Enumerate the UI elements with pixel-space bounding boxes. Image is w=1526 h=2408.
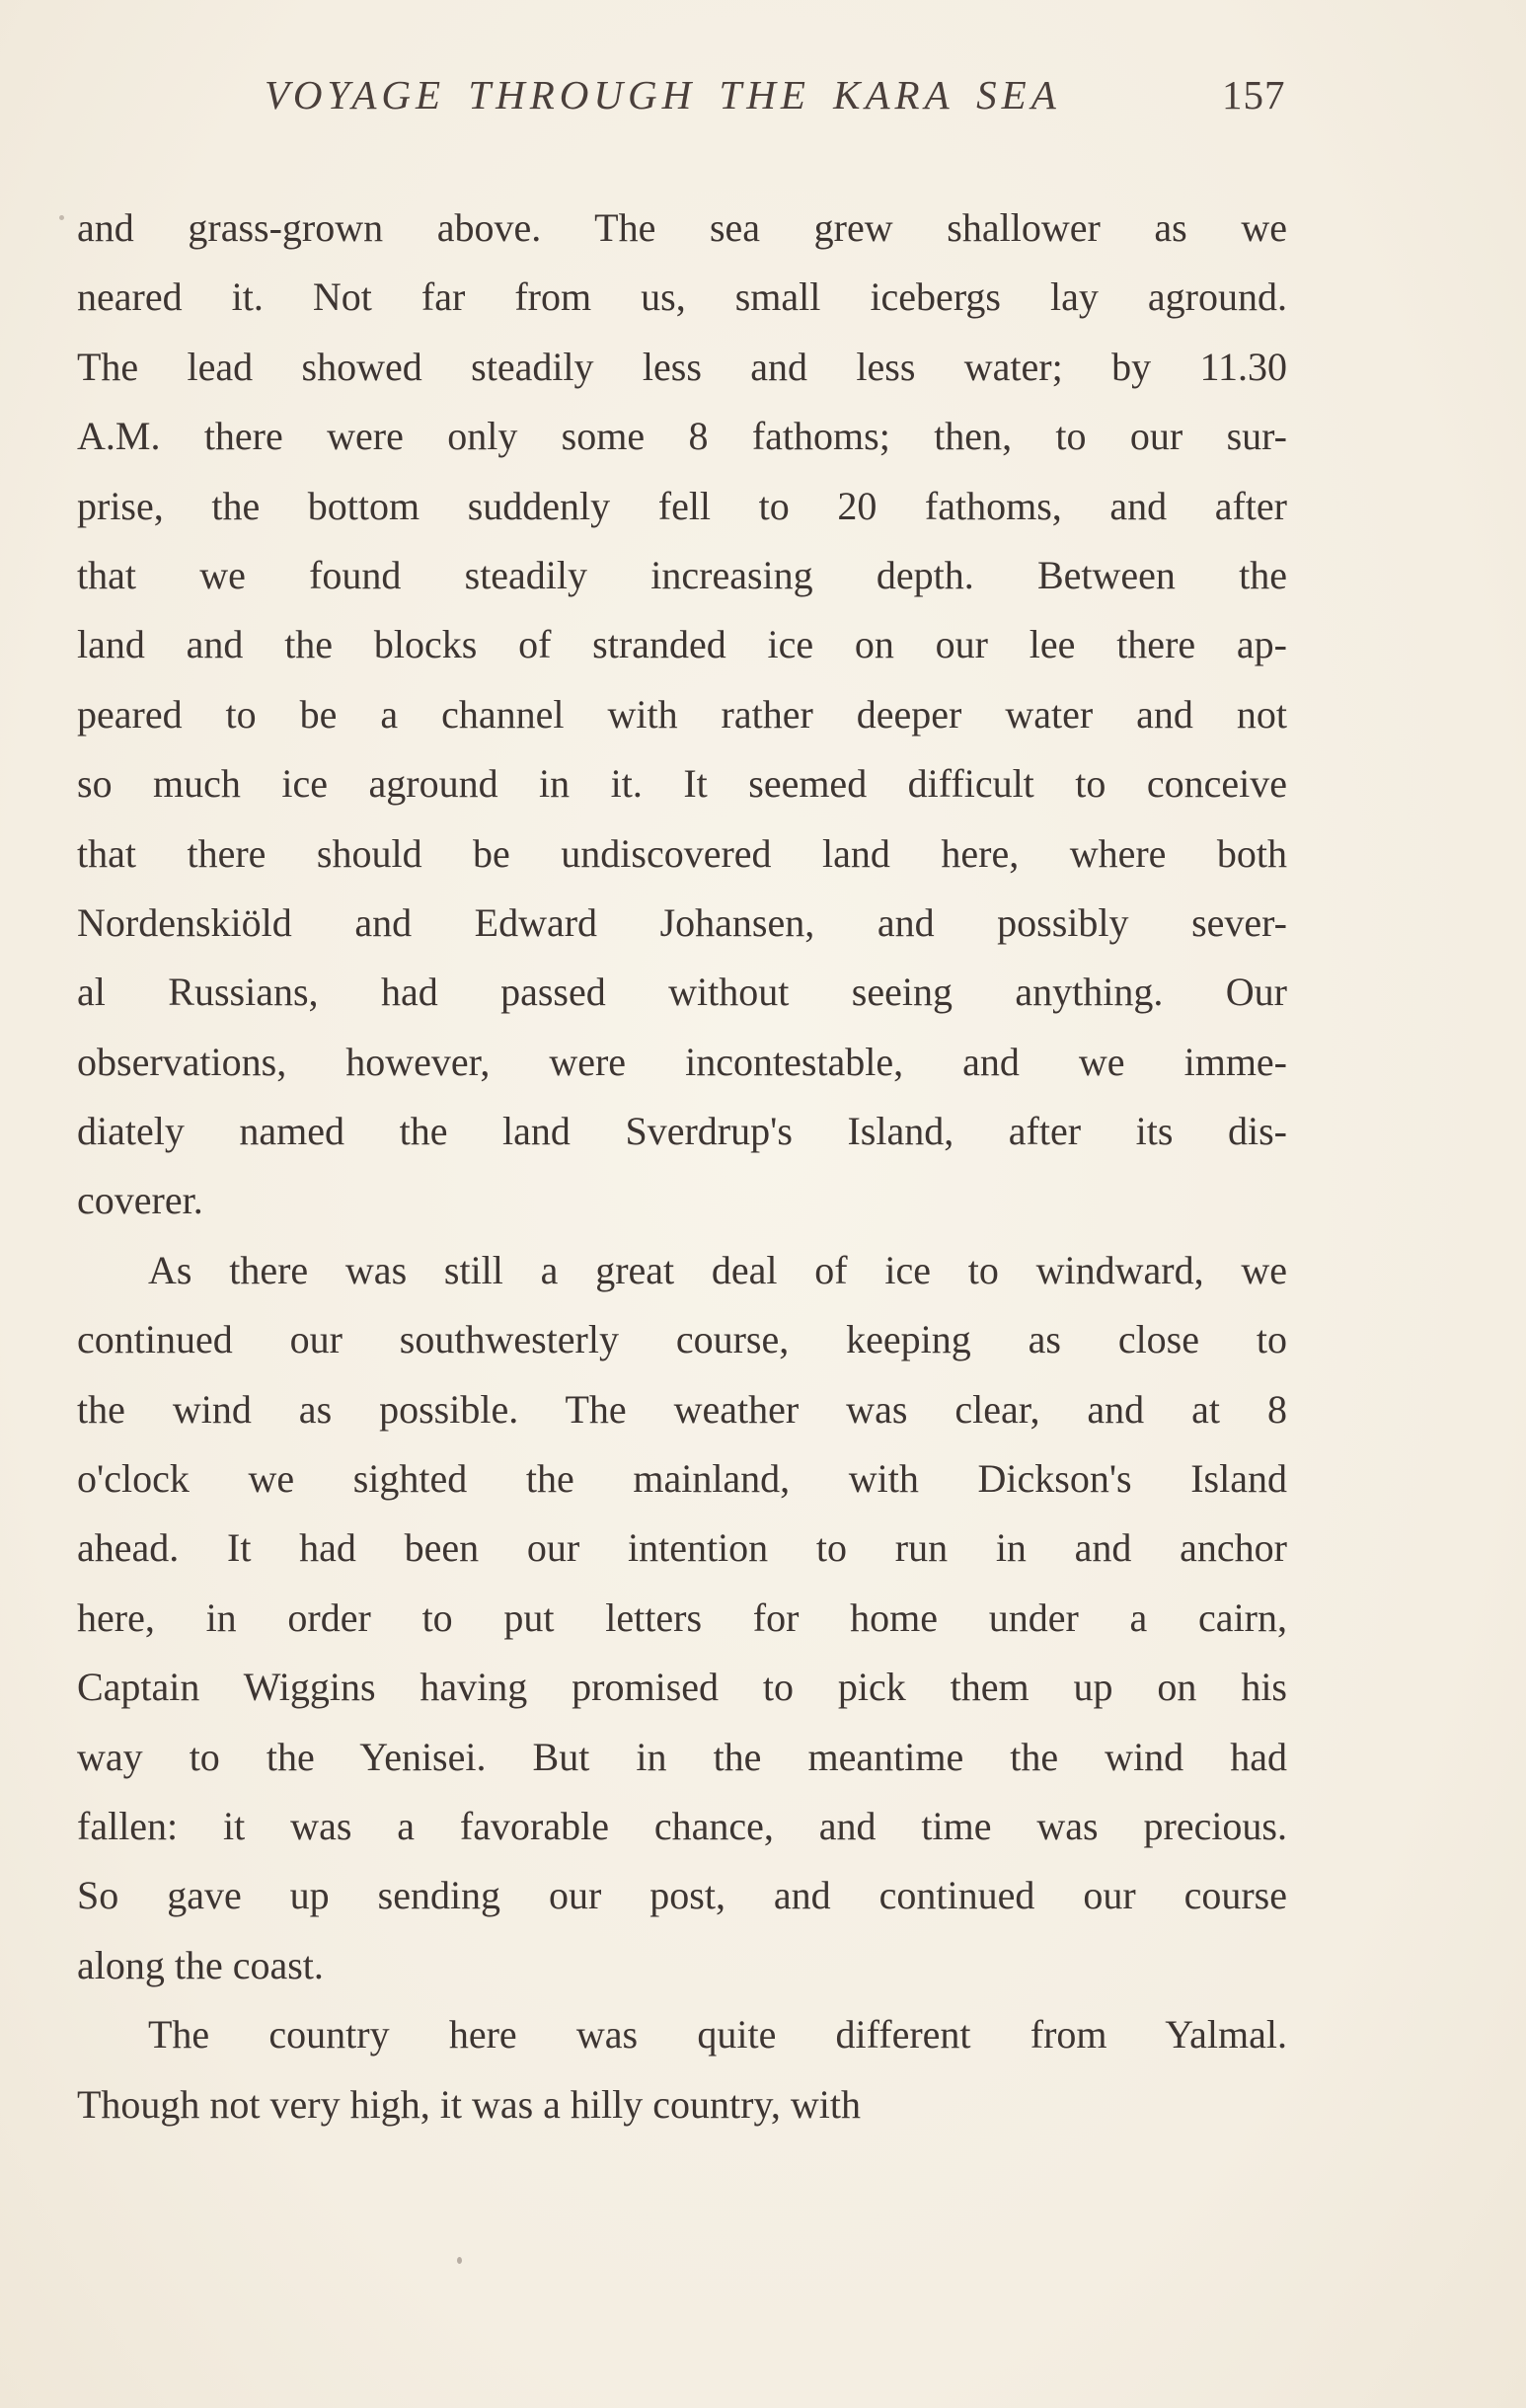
text-line: prise, the bottom suddenly fell to 20 fathoms, and after bbox=[77, 483, 1287, 528]
text-line: Nordenskiöld and Edward Johansen, and possibly sever- bbox=[77, 899, 1287, 945]
paragraph bbox=[77, 2000, 1287, 2139]
running-head bbox=[0, 71, 1526, 130]
paragraph bbox=[77, 1236, 1287, 2000]
text-line: diately named the land Sverdrup's Island, after its dis- bbox=[77, 1109, 1287, 1154]
text-line: Though not very high, it was a hilly country, with bbox=[77, 2081, 861, 2127]
text-line: ahead. It had been our intention to run in and anchor bbox=[77, 1525, 1287, 1571]
text-line: and grass-grown above. The sea grew shallower as we bbox=[77, 205, 1287, 250]
ink-speck bbox=[457, 2257, 462, 2264]
text-line: o'clock we sighted the mainland, with Dickson's Island bbox=[77, 1456, 1287, 1502]
text-line: neared it. Not far from us, small icebergs lay aground. bbox=[77, 274, 1287, 320]
text-line: coverer. bbox=[77, 1178, 203, 1223]
text-line: way to the Yenisei. But in the meantime the wind had bbox=[77, 1734, 1287, 1779]
text-line: As there was still a great deal of ice to windward, we bbox=[148, 1247, 1287, 1292]
text-line: here, in order to put letters for home under a cairn, bbox=[77, 1594, 1287, 1640]
text-line: so much ice aground in it. It seemed difficult to conceive bbox=[77, 761, 1287, 807]
text-line: fallen: it was a favorable chance, and time was precious. bbox=[77, 1803, 1287, 1848]
body-text bbox=[77, 194, 1287, 2139]
text-line: Captain Wiggins having promised to pick them up on his bbox=[77, 1665, 1287, 1710]
text-line: observations, however, were incontestable, and we imme- bbox=[77, 1039, 1287, 1084]
text-line: that we found steadily increasing depth. Between the bbox=[77, 552, 1287, 597]
text-line: continued our southwesterly course, keeping as close to bbox=[77, 1317, 1287, 1362]
text-line: land and the blocks of stranded ice on our lee there ap- bbox=[77, 622, 1287, 667]
text-line: So gave up sending our post, and continued our course bbox=[77, 1873, 1287, 1918]
text-line: The lead showed steadily less and less water; by 11.30 bbox=[77, 344, 1287, 389]
ink-speck bbox=[59, 215, 64, 220]
text-line: along the coast. bbox=[77, 1942, 324, 1987]
text-line: the wind as possible. The weather was clear, and at 8 bbox=[77, 1386, 1287, 1432]
paragraph bbox=[77, 194, 1287, 1236]
text-line: A.M. there were only some 8 fathoms; then, to our sur- bbox=[77, 414, 1287, 459]
text-line: al Russians, had passed without seeing anything. Our bbox=[77, 970, 1287, 1015]
running-title: VOYAGE THROUGH THE KARA SEA bbox=[265, 72, 1061, 117]
text-line: The country here was quite different from Yalmal. bbox=[148, 2012, 1287, 2058]
text-line: peared to be a channel with rather deeper water and not bbox=[77, 691, 1287, 737]
text-line: that there should be undiscovered land here, where both bbox=[77, 830, 1287, 876]
page-number: 157 bbox=[1222, 72, 1286, 117]
